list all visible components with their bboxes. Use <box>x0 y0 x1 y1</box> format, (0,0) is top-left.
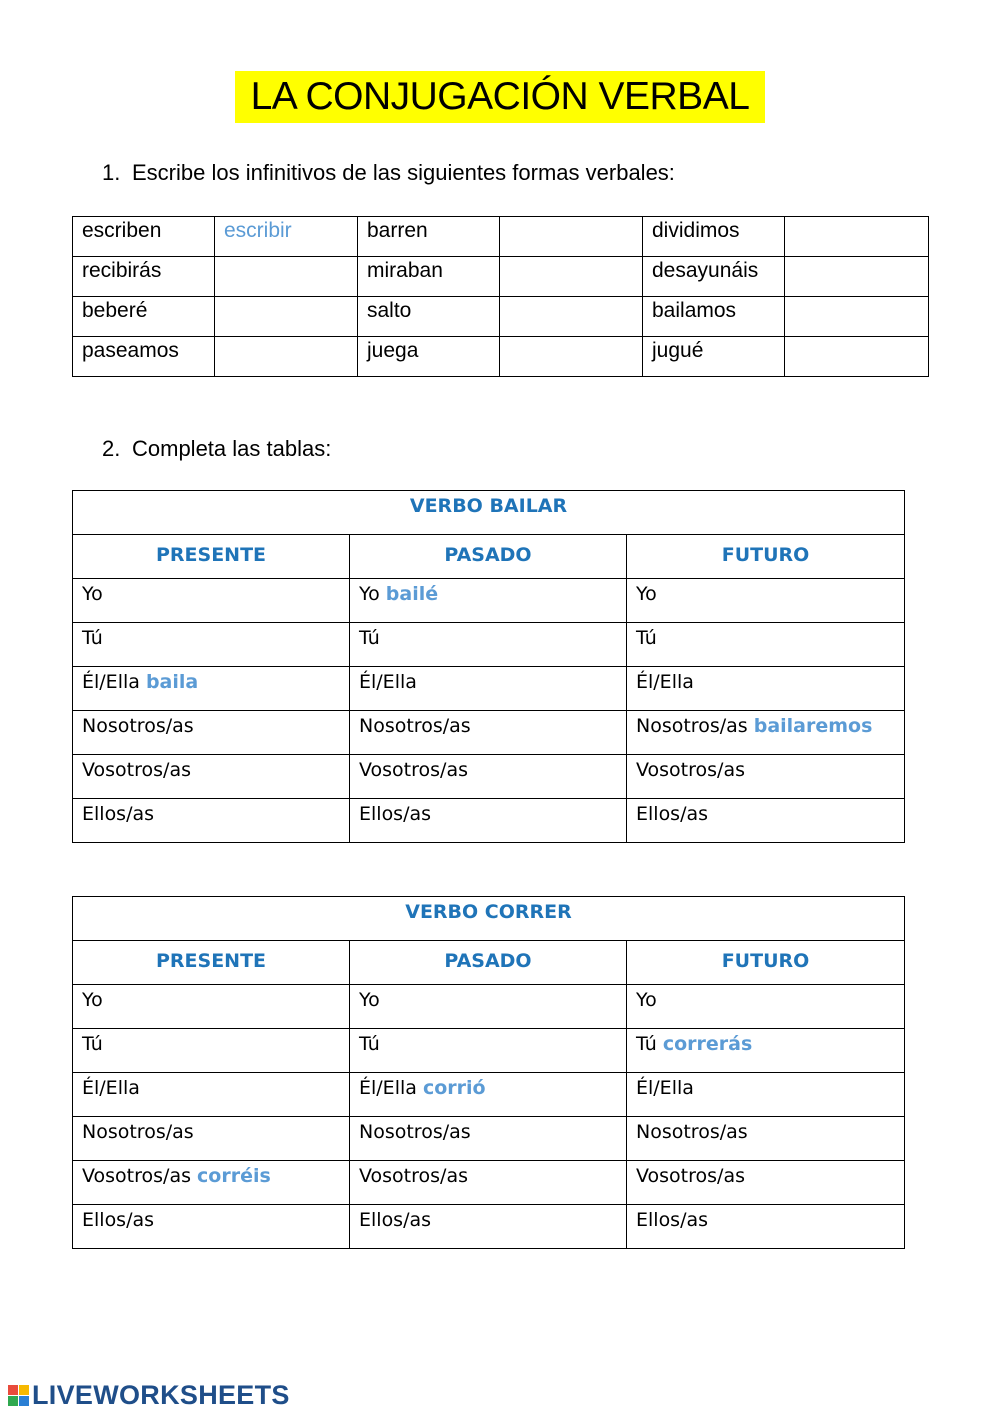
header-futuro: FUTURO <box>627 535 905 579</box>
verb-form-cell: dividimos <box>643 217 785 257</box>
table-row <box>73 297 929 337</box>
pronoun-label: Él/Ella <box>636 1077 694 1099</box>
conjugation-cell[interactable] <box>627 1205 905 1249</box>
infinitive-answer-cell[interactable] <box>500 337 643 377</box>
conjugation-cell[interactable] <box>350 755 627 799</box>
conjugation-cell[interactable] <box>350 1117 627 1161</box>
conjugation-cell[interactable] <box>73 667 350 711</box>
pronoun-label: Yo <box>636 583 657 605</box>
header-presente: PRESENTE <box>73 535 350 579</box>
infinitive-answer-cell[interactable] <box>785 257 929 297</box>
conjugated-answer: bailaremos <box>753 715 873 737</box>
conjugated-answer: baila <box>145 671 199 693</box>
conjugation-cell[interactable] <box>73 1117 350 1161</box>
infinitive-answer-cell[interactable] <box>215 297 358 337</box>
pronoun-label: Tú <box>636 1033 657 1055</box>
table-row <box>73 1073 905 1117</box>
conjugation-cell[interactable] <box>627 623 905 667</box>
pronoun-label: Tú <box>82 1033 103 1055</box>
conjugation-cell[interactable] <box>73 711 350 755</box>
worksheet-title-text: LA CONJUGACIÓN VERBAL <box>250 75 750 118</box>
header-futuro: FUTURO <box>627 941 905 985</box>
infinitive-answer-cell[interactable] <box>215 337 358 377</box>
worksheet-title <box>235 71 765 123</box>
logo-text: LIVEWORKSHEETS <box>32 1379 290 1410</box>
pronoun-label: Yo <box>636 989 657 1011</box>
pronoun-label: Ellos/as <box>359 1209 432 1231</box>
pronoun-label: Nosotros/as <box>359 715 471 737</box>
infinitive-answer-cell[interactable]: escribir <box>215 217 358 257</box>
conjugated-answer: corrió <box>422 1077 486 1099</box>
pronoun-label: Nosotros/as <box>359 1121 471 1143</box>
pronoun-label: Nosotros/as <box>82 1121 194 1143</box>
header-pasado: PASADO <box>350 535 627 579</box>
verb-form-cell: recibirás <box>73 257 215 297</box>
header-presente: PRESENTE <box>73 941 350 985</box>
conjugation-cell[interactable] <box>350 667 627 711</box>
pronoun-label: Tú <box>359 1033 380 1055</box>
conjugation-cell[interactable] <box>627 985 905 1029</box>
conjugation-cell[interactable] <box>627 1161 905 1205</box>
table-row <box>73 755 905 799</box>
infinitive-answer-cell[interactable] <box>215 257 358 297</box>
conjugation-cell[interactable] <box>350 623 627 667</box>
conjugation-cell[interactable] <box>627 579 905 623</box>
table-row <box>73 667 905 711</box>
table-row <box>73 1161 905 1205</box>
pronoun-label: Yo <box>359 989 380 1011</box>
pronoun-label: Ellos/as <box>636 1209 709 1231</box>
conjugation-cell[interactable] <box>73 1073 350 1117</box>
table-row <box>73 1117 905 1161</box>
conjugation-cell[interactable] <box>73 579 350 623</box>
conjugation-cell[interactable] <box>627 711 905 755</box>
pronoun-label: Tú <box>636 627 657 649</box>
table-row <box>73 623 905 667</box>
conjugated-answer: bailé <box>385 583 439 605</box>
table-row <box>73 1029 905 1073</box>
table-row <box>73 799 905 843</box>
conjugation-cell[interactable] <box>73 1029 350 1073</box>
verb-title: VERBO BAILAR <box>73 491 905 535</box>
conjugated-answer: corréis <box>197 1165 271 1187</box>
infinitive-answer-cell[interactable] <box>785 297 929 337</box>
pronoun-label: Nosotros/as <box>82 715 194 737</box>
conjugation-cell[interactable] <box>350 579 627 623</box>
verb-form-cell: miraban <box>358 257 500 297</box>
pronoun-label: Vosotros/as <box>82 1165 191 1187</box>
verb-form-cell: barren <box>358 217 500 257</box>
conjugation-cell[interactable] <box>627 799 905 843</box>
table-row <box>73 257 929 297</box>
pronoun-label: Él/Ella <box>636 671 694 693</box>
pronoun-label: Yo <box>82 583 103 605</box>
conjugation-cell[interactable] <box>73 1161 350 1205</box>
pronoun-label: Yo <box>82 989 103 1011</box>
infinitive-answer-cell[interactable] <box>500 297 643 337</box>
pronoun-label: Vosotros/as <box>636 1165 745 1187</box>
pronoun-label: Vosotros/as <box>636 759 745 781</box>
conjugation-cell[interactable] <box>350 985 627 1029</box>
table-row <box>73 337 929 377</box>
conjugation-cell[interactable] <box>350 1161 627 1205</box>
pronoun-label: Ellos/as <box>359 803 432 825</box>
infinitive-answer-cell[interactable] <box>785 337 929 377</box>
pronoun-label: Vosotros/as <box>359 759 468 781</box>
conjugation-cell[interactable] <box>350 1205 627 1249</box>
table-row <box>73 985 905 1029</box>
infinitive-answer-cell[interactable] <box>785 217 929 257</box>
conjugation-cell[interactable] <box>73 623 350 667</box>
conjugated-answer: correrás <box>662 1033 753 1055</box>
header-pasado: PASADO <box>350 941 627 985</box>
table-verbo-bailar <box>72 490 905 843</box>
verb-title: VERBO CORRER <box>73 897 905 941</box>
pronoun-label: Nosotros/as <box>636 715 748 737</box>
table-row <box>73 579 905 623</box>
pronoun-label: Yo <box>359 583 380 605</box>
verb-form-cell: bailamos <box>643 297 785 337</box>
table-row <box>73 217 929 257</box>
conjugation-cell[interactable] <box>73 755 350 799</box>
conjugation-cell[interactable] <box>73 1205 350 1249</box>
verb-form-cell: beberé <box>73 297 215 337</box>
pronoun-label: Vosotros/as <box>359 1165 468 1187</box>
conjugation-cell[interactable] <box>73 985 350 1029</box>
conjugation-cell[interactable] <box>350 799 627 843</box>
pronoun-label: Ellos/as <box>82 803 155 825</box>
infinitive-answer-cell[interactable] <box>500 257 643 297</box>
logo-squares-icon <box>8 1385 29 1406</box>
verb-form-cell: desayunáis <box>643 257 785 297</box>
conjugation-cell[interactable] <box>350 1073 627 1117</box>
table-row <box>73 1205 905 1249</box>
conjugation-cell[interactable] <box>627 1117 905 1161</box>
infinitive-answer-cell[interactable] <box>500 217 643 257</box>
pronoun-label: Él/Ella <box>82 671 140 693</box>
pronoun-label: Vosotros/as <box>82 759 191 781</box>
verb-form-cell: juega <box>358 337 500 377</box>
verb-form-cell: salto <box>358 297 500 337</box>
exercise-1-number: 1. <box>102 160 121 185</box>
conjugation-cell[interactable] <box>627 1073 905 1117</box>
liveworksheets-logo <box>8 1378 290 1412</box>
pronoun-label: Nosotros/as <box>636 1121 748 1143</box>
exercise-1-instruction <box>102 160 675 186</box>
conjugation-cell[interactable] <box>627 755 905 799</box>
pronoun-label: Ellos/as <box>636 803 709 825</box>
pronoun-label: Él/Ella <box>359 671 417 693</box>
table-verbo-correr <box>72 896 905 1249</box>
conjugation-cell[interactable] <box>350 711 627 755</box>
exercise-2-instruction <box>102 436 331 462</box>
conjugation-cell[interactable] <box>627 667 905 711</box>
exercise-1-text: Escribe los infinitivos de las siguientes formas verbales: <box>132 160 675 185</box>
verb-form-cell: escriben <box>73 217 215 257</box>
table-row <box>73 711 905 755</box>
verb-form-cell: jugué <box>643 337 785 377</box>
pronoun-label: Tú <box>359 627 380 649</box>
exercise-2-text: Completa las tablas: <box>132 436 332 461</box>
exercise-2-number: 2. <box>102 436 121 461</box>
pronoun-label: Tú <box>82 627 103 649</box>
conjugation-cell[interactable] <box>627 1029 905 1073</box>
infinitives-table <box>72 216 929 377</box>
verb-form-cell: paseamos <box>73 337 215 377</box>
pronoun-label: Ellos/as <box>82 1209 155 1231</box>
conjugation-cell[interactable] <box>350 1029 627 1073</box>
conjugation-cell[interactable] <box>73 799 350 843</box>
pronoun-label: Él/Ella <box>82 1077 140 1099</box>
pronoun-label: Él/Ella <box>359 1077 417 1099</box>
